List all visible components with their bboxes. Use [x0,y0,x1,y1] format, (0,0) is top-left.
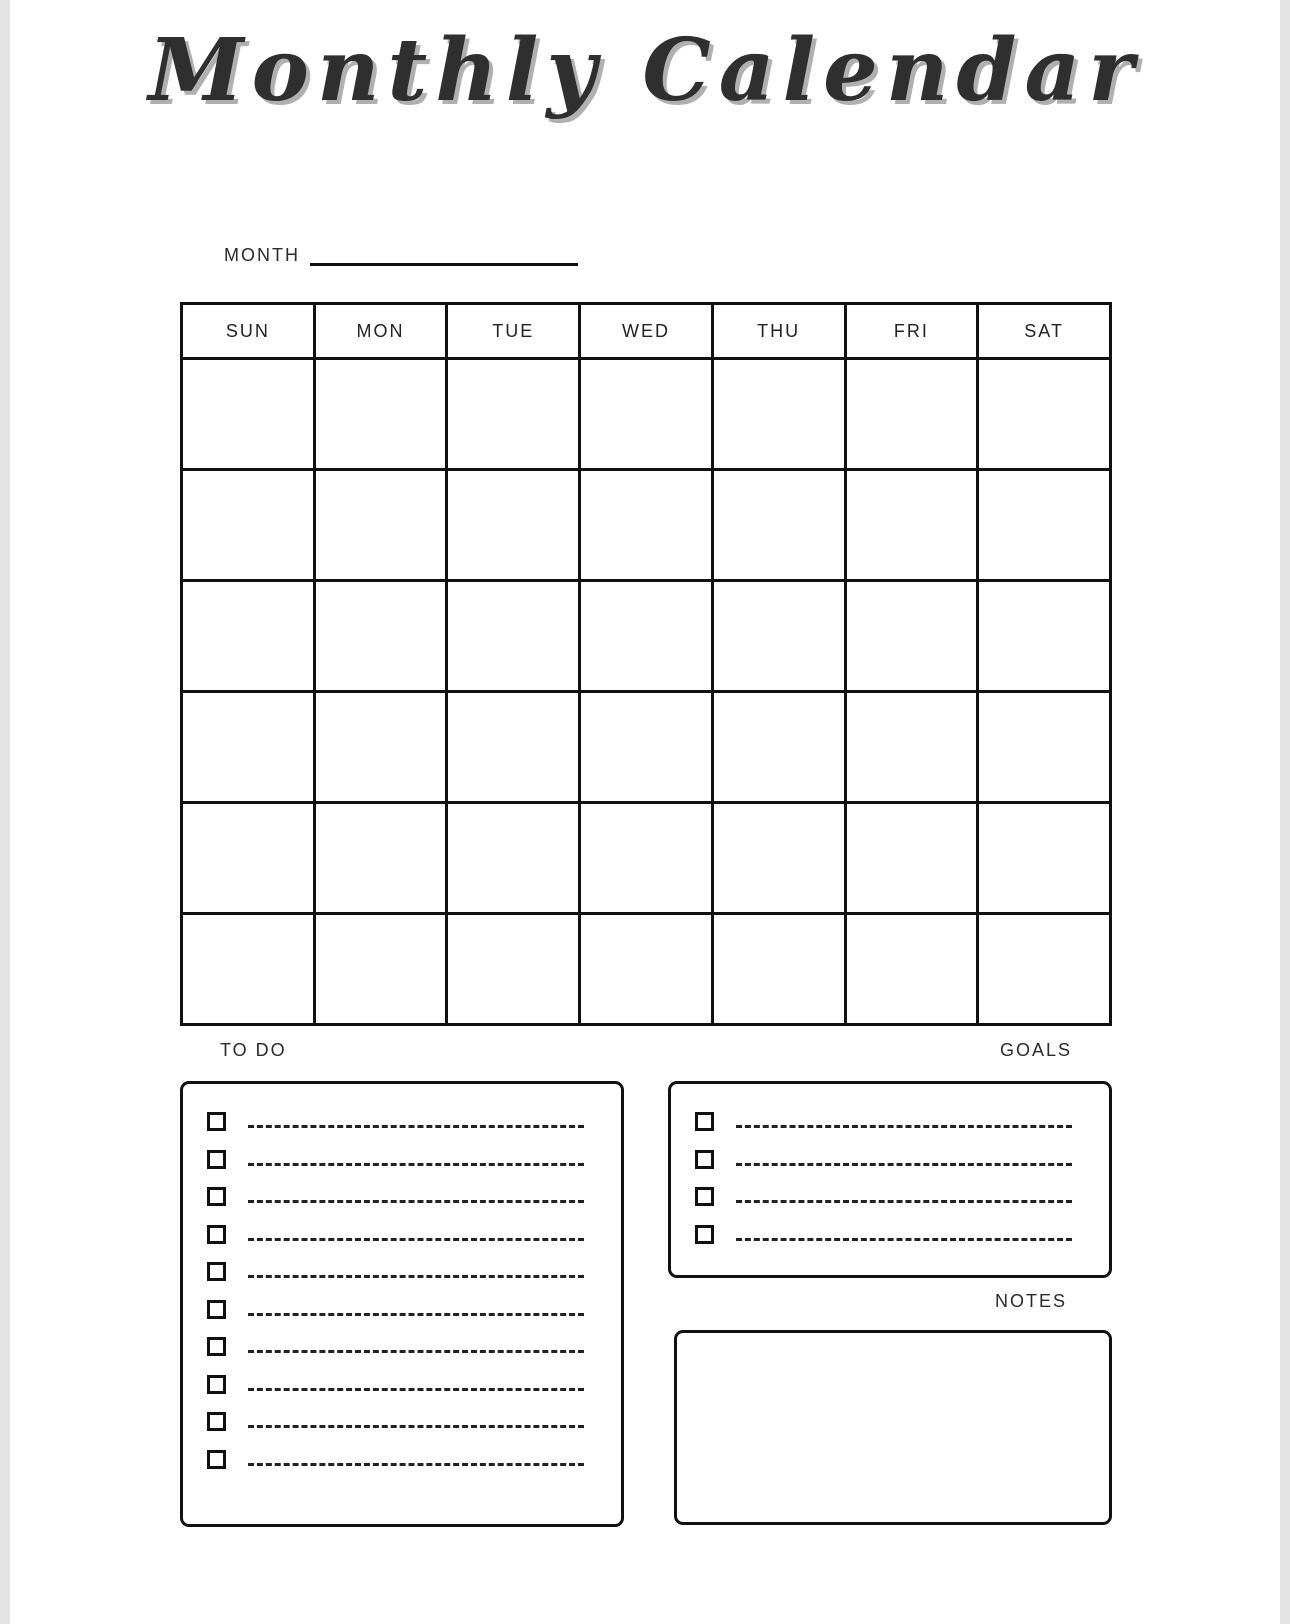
day-cell[interactable] [580,359,713,470]
checklist-item [695,1225,1072,1244]
day-cell[interactable] [314,581,447,692]
write-line[interactable] [736,1200,1072,1203]
day-cell[interactable] [978,803,1111,914]
checklist-item [207,1337,584,1356]
day-cell[interactable] [845,359,978,470]
calendar-grid [180,302,1112,1026]
weekday-header-row [182,304,1111,359]
week-row [182,914,1111,1025]
day-cell[interactable] [978,692,1111,803]
checkbox-icon[interactable] [207,1337,226,1356]
day-cell[interactable] [314,914,447,1025]
day-cell[interactable] [712,470,845,581]
day-cell[interactable] [845,581,978,692]
day-cell[interactable] [978,581,1111,692]
checklist-item [695,1150,1072,1169]
day-cell[interactable] [712,359,845,470]
checkbox-icon[interactable] [695,1150,714,1169]
weekday-header: FRI [845,304,978,359]
write-line[interactable] [248,1425,584,1428]
checkbox-icon[interactable] [695,1112,714,1131]
checklist-item [207,1262,584,1281]
checklist-item [207,1187,584,1206]
checkbox-icon[interactable] [207,1300,226,1319]
checklist-item [207,1225,584,1244]
weekday-header: SAT [978,304,1111,359]
checkbox-icon[interactable] [207,1112,226,1131]
day-cell[interactable] [580,581,713,692]
checklist-item [207,1112,584,1131]
checkbox-icon[interactable] [207,1450,226,1469]
weekday-header: SUN [182,304,315,359]
week-row [182,692,1111,803]
weekday-header: MON [314,304,447,359]
goals-label: GOALS [1000,1040,1073,1060]
day-cell[interactable] [447,914,580,1025]
month-label: MONTH [224,245,300,265]
checklist-item [207,1300,584,1319]
month-field [224,245,578,266]
write-line[interactable] [248,1238,584,1241]
write-line[interactable] [248,1163,584,1166]
checkbox-icon[interactable] [695,1187,714,1206]
checkbox-icon[interactable] [207,1375,226,1394]
day-cell[interactable] [845,914,978,1025]
checklist-item [207,1412,584,1431]
day-cell[interactable] [182,914,315,1025]
week-row [182,581,1111,692]
month-write-line[interactable] [310,263,578,266]
day-cell[interactable] [845,470,978,581]
day-cell[interactable] [314,359,447,470]
day-cell[interactable] [447,803,580,914]
page-title: Monthly Calendar [148,20,1142,121]
day-cell[interactable] [182,470,315,581]
day-cell[interactable] [978,470,1111,581]
week-row [182,470,1111,581]
todo-box [180,1081,624,1527]
day-cell[interactable] [580,470,713,581]
day-cell[interactable] [712,692,845,803]
write-line[interactable] [736,1125,1072,1128]
day-cell[interactable] [712,914,845,1025]
day-cell[interactable] [314,692,447,803]
day-cell[interactable] [712,581,845,692]
day-cell[interactable] [447,692,580,803]
write-line[interactable] [248,1388,584,1391]
checklist-item [695,1112,1072,1131]
todo-label: TO DO [220,1040,287,1060]
checklist-item [207,1450,584,1469]
checkbox-icon[interactable] [207,1262,226,1281]
notes-label: NOTES [995,1291,1068,1311]
write-line[interactable] [248,1200,584,1203]
day-cell[interactable] [580,914,713,1025]
checkbox-icon[interactable] [207,1187,226,1206]
notes-box[interactable] [674,1330,1112,1525]
day-cell[interactable] [978,914,1111,1025]
write-line[interactable] [248,1313,584,1316]
write-line[interactable] [248,1350,584,1353]
day-cell[interactable] [580,803,713,914]
week-row [182,359,1111,470]
day-cell[interactable] [182,692,315,803]
weekday-header: WED [580,304,713,359]
day-cell[interactable] [845,803,978,914]
write-line[interactable] [248,1463,584,1466]
day-cell[interactable] [712,803,845,914]
checkbox-icon[interactable] [207,1150,226,1169]
goals-box [668,1081,1112,1278]
planner-page [10,0,1280,1624]
checkbox-icon[interactable] [207,1412,226,1431]
day-cell[interactable] [978,359,1111,470]
day-cell[interactable] [314,470,447,581]
checklist-item [695,1187,1072,1206]
day-cell[interactable] [182,581,315,692]
day-cell[interactable] [447,581,580,692]
checklist-item [207,1375,584,1394]
weekday-header: TUE [447,304,580,359]
calendar-body [182,359,1111,1025]
day-cell[interactable] [580,692,713,803]
checkbox-icon[interactable] [207,1225,226,1244]
write-line[interactable] [248,1275,584,1278]
day-cell[interactable] [447,470,580,581]
weekday-header: THU [712,304,845,359]
day-cell[interactable] [845,692,978,803]
day-cell[interactable] [447,359,580,470]
write-line[interactable] [736,1163,1072,1166]
write-line[interactable] [248,1125,584,1128]
day-cell[interactable] [314,803,447,914]
write-line[interactable] [736,1238,1072,1241]
week-row [182,803,1111,914]
checklist-item [207,1150,584,1169]
checkbox-icon[interactable] [695,1225,714,1244]
day-cell[interactable] [182,803,315,914]
day-cell[interactable] [182,359,315,470]
